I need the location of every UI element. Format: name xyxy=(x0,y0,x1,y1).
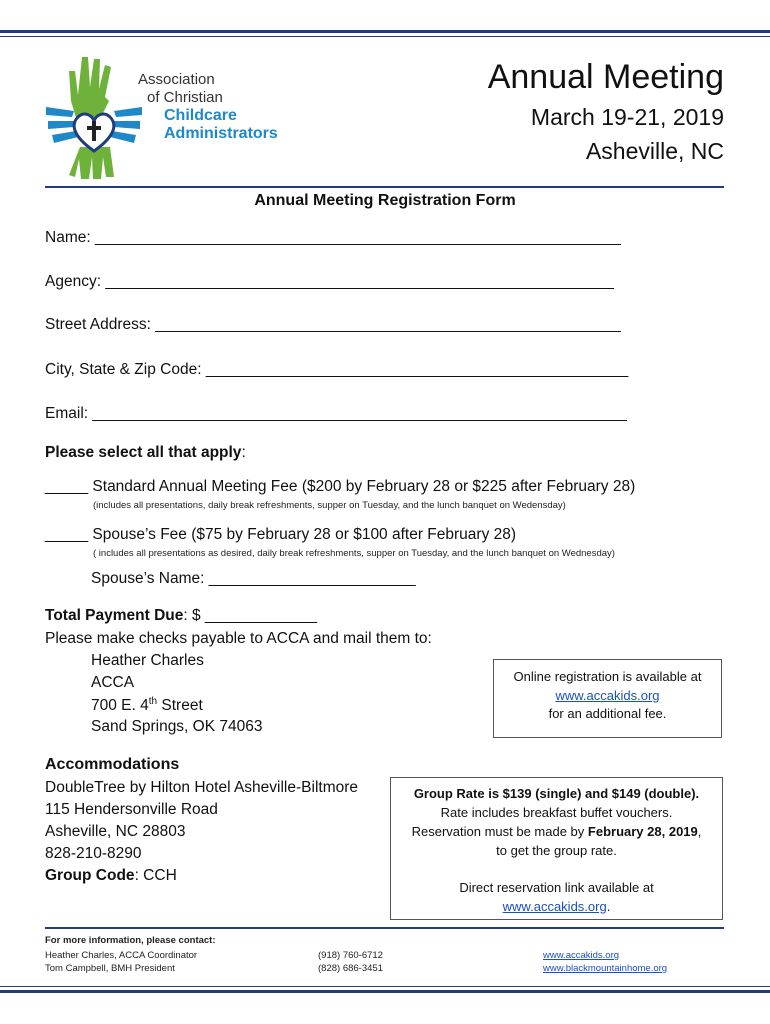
mail-street xyxy=(91,696,203,715)
group-rate-line4: to get the group rate. xyxy=(496,843,617,858)
total-blank[interactable]: : $ _____________ xyxy=(183,607,317,624)
email-field[interactable] xyxy=(45,405,627,423)
agency-blank[interactable]: ___________________________________________________________ xyxy=(105,273,614,290)
deadline-post: , xyxy=(697,824,702,839)
logo-line4: Administrators xyxy=(164,125,278,142)
reservation-link[interactable]: www.accakids.org xyxy=(502,899,607,914)
option-standard-blank[interactable]: _____ xyxy=(45,478,89,495)
select-heading xyxy=(45,444,246,462)
email-blank[interactable]: ______________________________________________________________ xyxy=(92,405,627,422)
reservation-link-post: . xyxy=(606,899,611,914)
deadline-pre: Reservation must be made by xyxy=(411,824,588,839)
mail-city: Sand Springs, OK 74063 xyxy=(91,718,263,735)
group-code-value: : CCH xyxy=(134,867,177,884)
option-spouse-text: Spouse’s Fee ($75 by February 28 or $100 after February 28) xyxy=(92,526,517,543)
online-link[interactable]: www.accakids.org xyxy=(555,687,660,703)
hotel-phone: 828-210-8290 xyxy=(45,845,142,862)
acca-logo xyxy=(44,55,294,185)
event-dates: March 19-21, 2019 xyxy=(530,104,724,130)
hotel-name: DoubleTree by Hilton Hotel Asheville-Biltmore xyxy=(45,779,359,796)
spouse-name-blank[interactable]: ________________________ xyxy=(208,570,416,587)
group-rate-line3 xyxy=(391,822,722,841)
street-label: Street Address: xyxy=(45,316,151,333)
bottom-border xyxy=(0,990,770,993)
contact-phone-1: (918) 760-6712 xyxy=(318,950,383,961)
form-title: Annual Meeting Registration Form xyxy=(254,192,516,209)
street-field[interactable] xyxy=(45,316,621,334)
bottom-border-thin xyxy=(0,986,770,987)
logo-line2: of Christian xyxy=(147,89,223,106)
contact-web-2[interactable]: www.blackmountainhome.org xyxy=(543,963,668,974)
group-rate-line5: Direct reservation link available at xyxy=(459,880,654,895)
city-field[interactable] xyxy=(45,361,628,379)
online-line1: Online registration is available at xyxy=(513,669,702,684)
top-border xyxy=(0,30,770,33)
logo-line1: Association xyxy=(138,71,215,88)
contact-name-2: Tom Campbell, BMH President xyxy=(45,963,175,974)
group-code xyxy=(45,867,177,885)
mail-street-pre: 700 E. 4 xyxy=(91,697,149,715)
footer-divider xyxy=(45,927,724,929)
option-standard-note: (includes all presentations, daily break refreshments, supper on Tuesday, and the lunch banquet on Wedensday) xyxy=(93,500,566,511)
hotel-city: Asheville, NC 28803 xyxy=(45,823,186,840)
group-code-label: Group Code xyxy=(45,867,135,884)
name-label: Name: xyxy=(45,229,91,246)
option-standard-text: Standard Annual Meeting Fee ($200 by February 28 or $225 after February 28) xyxy=(92,478,636,495)
top-border-thin xyxy=(0,36,770,37)
header-divider xyxy=(45,186,724,188)
option-spouse[interactable] xyxy=(45,526,516,544)
option-spouse-note: ( includes all presentations as desired, daily break refreshments, supper on Tuesday, and the lunch banquet on Wednesday) xyxy=(93,548,615,559)
online-registration-box xyxy=(493,659,722,738)
mail-street-sup: th xyxy=(148,696,158,707)
reservation-link-row xyxy=(391,897,722,916)
mail-instruction: Please make checks payable to ACCA and mail them to: xyxy=(45,630,432,647)
mail-org: ACCA xyxy=(91,674,135,691)
total-label: Total Payment Due xyxy=(45,607,184,624)
group-rate-line: Group Rate is $139 (single) and $149 (double). xyxy=(413,786,700,801)
page-title: Annual Meeting xyxy=(487,58,724,96)
hotel-address: 115 Hendersonville Road xyxy=(45,801,218,818)
deadline-date: February 28, 2019 xyxy=(587,824,698,839)
event-location: Asheville, NC xyxy=(585,138,724,164)
online-line3: for an additional fee. xyxy=(548,706,667,721)
name-field[interactable] xyxy=(45,229,621,247)
name-blank[interactable]: _____________________________________________________________ xyxy=(94,229,621,246)
option-standard[interactable] xyxy=(45,478,635,496)
mail-street-post: Street xyxy=(157,697,203,715)
total-payment[interactable] xyxy=(45,607,317,625)
agency-label: Agency: xyxy=(45,273,102,290)
email-label: Email: xyxy=(45,405,89,422)
hands-heart-icon xyxy=(44,55,144,181)
spouse-name-label: Spouse’s Name: xyxy=(91,570,205,587)
contact-phone-2: (828) 686-3451 xyxy=(318,963,383,974)
city-blank[interactable]: _________________________________________________ xyxy=(205,361,629,378)
logo-line3: Childcare xyxy=(164,107,237,124)
city-label: City, State & Zip Code: xyxy=(45,361,202,378)
option-spouse-blank[interactable]: _____ xyxy=(45,526,89,543)
group-rate-box xyxy=(390,777,723,920)
accommodations-heading: Accommodations xyxy=(45,756,180,773)
contact-name-1: Heather Charles, ACCA Coordinator xyxy=(45,950,198,961)
select-label: Please select all that apply xyxy=(45,444,242,461)
street-blank[interactable]: ______________________________________________________ xyxy=(155,316,621,333)
contact-web-1[interactable]: www.accakids.org xyxy=(543,950,620,961)
contact-heading: For more information, please contact: xyxy=(45,935,216,946)
agency-field[interactable] xyxy=(45,273,614,291)
spouse-name-field[interactable] xyxy=(91,570,416,588)
group-rate-line2: Rate includes breakfast buffet vouchers. xyxy=(440,805,673,820)
select-colon: : xyxy=(241,444,246,461)
mail-name: Heather Charles xyxy=(91,652,204,669)
